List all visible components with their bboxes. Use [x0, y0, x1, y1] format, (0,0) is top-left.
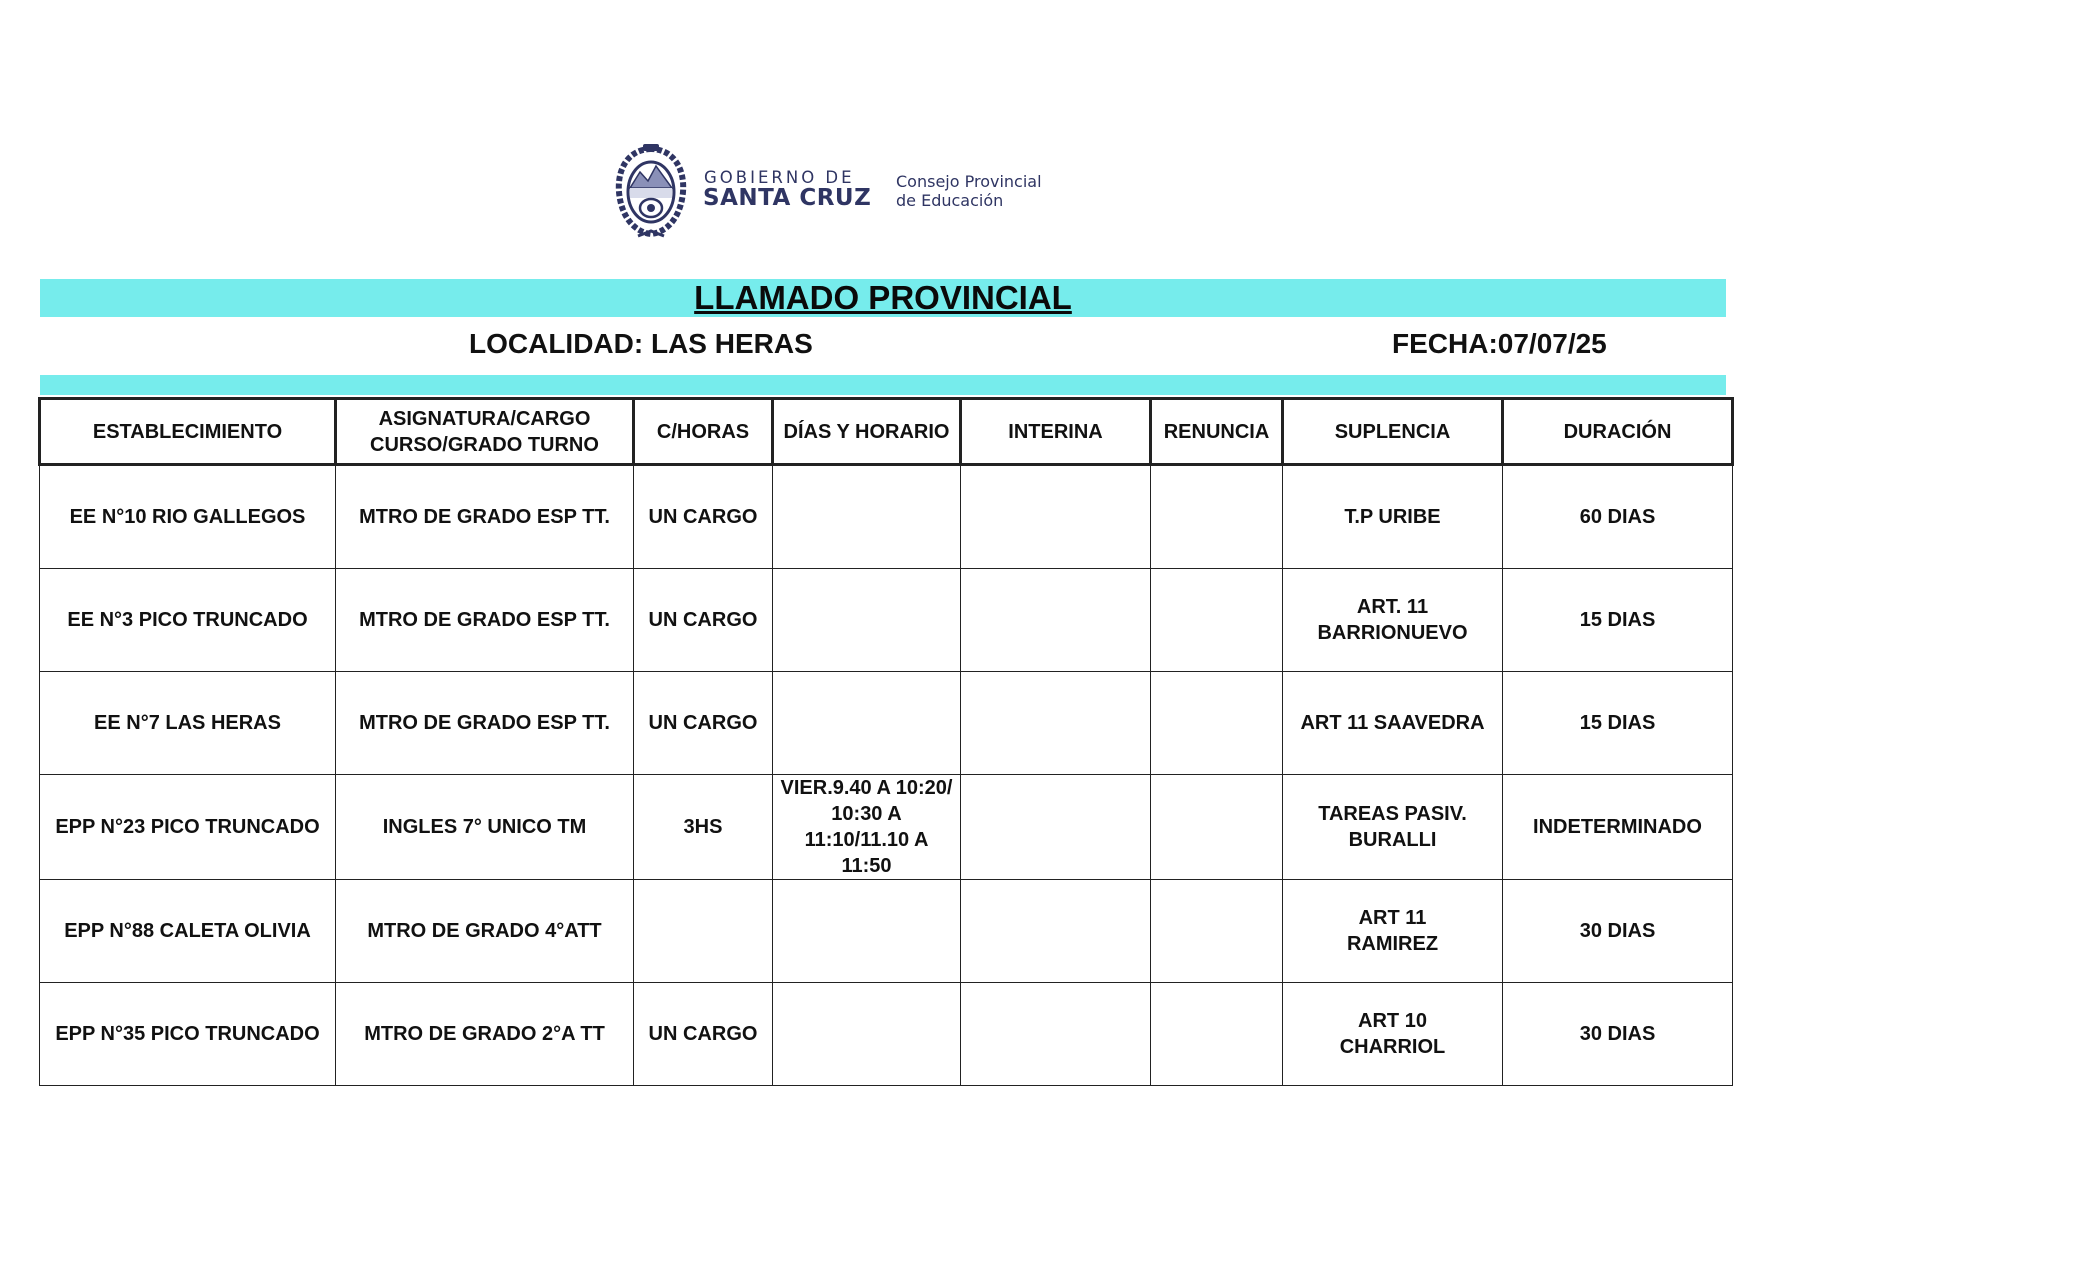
table-header-row — [40, 399, 1733, 465]
cell-renuncia — [1151, 775, 1283, 880]
cell-text: TAREAS PASIV. — [1318, 803, 1467, 825]
cell-text: EE N°7 LAS HERAS — [94, 712, 281, 734]
header-renuncia — [1151, 399, 1283, 465]
cell-dias-horario — [773, 775, 961, 880]
header-interina — [961, 399, 1151, 465]
cell-c-horas — [634, 569, 773, 672]
cell-text: 11:50 — [841, 855, 892, 877]
cell-text: CHARRIOL — [1339, 1036, 1446, 1058]
santa-cruz-coat-of-arms-icon — [612, 144, 690, 240]
cell-text: T.P URIBE — [1344, 506, 1441, 528]
cell-text: MTRO DE GRADO 2°A TT — [364, 1023, 605, 1045]
cell-text: INDETERMINADO — [1533, 816, 1702, 838]
cell-text: EE N°3 PICO TRUNCADO — [67, 609, 308, 631]
logo-de-educacion: de Educación — [896, 191, 1004, 210]
cell-renuncia — [1151, 569, 1283, 672]
cell-c-horas — [634, 672, 773, 775]
cell-asignatura — [336, 465, 634, 569]
cell-asignatura — [336, 880, 634, 983]
header-label: RENUNCIA — [1163, 420, 1270, 443]
cell-interina — [961, 775, 1151, 880]
table-row — [40, 775, 1733, 880]
cell-text: UN CARGO — [648, 506, 758, 528]
logo-santa-cruz: SANTA CRUZ — [703, 185, 872, 211]
cell-text: EPP N°88 CALETA OLIVIA — [64, 920, 311, 942]
cell-text: EPP N°23 PICO TRUNCADO — [55, 816, 320, 838]
cell-text: BURALLI — [1348, 829, 1437, 851]
cell-text: EE N°10 RIO GALLEGOS — [69, 506, 306, 528]
cell-text: MTRO DE GRADO ESP TT. — [359, 712, 610, 734]
cell-text: 15 DIAS — [1579, 712, 1656, 734]
cell-dias-horario — [773, 465, 961, 569]
cell-interina — [961, 672, 1151, 775]
cell-renuncia — [1151, 880, 1283, 983]
cell-suplencia — [1283, 672, 1503, 775]
table-row — [40, 465, 1733, 569]
header-label: DURACIÓN — [1563, 420, 1672, 443]
cell-c-horas — [634, 775, 773, 880]
cell-dias-horario — [773, 672, 961, 775]
cell-suplencia — [1283, 880, 1503, 983]
cell-establecimiento — [40, 775, 336, 880]
header-label: ESTABLECIMIENTO — [92, 420, 283, 443]
cell-text: 30 DIAS — [1579, 920, 1656, 942]
cell-renuncia — [1151, 983, 1283, 1086]
header-asignatura — [336, 399, 634, 465]
cell-suplencia — [1283, 465, 1503, 569]
header-label: C/HORAS — [656, 420, 750, 443]
separator-band — [40, 375, 1726, 395]
cell-duracion — [1503, 569, 1733, 672]
cell-text: ART. 11 — [1356, 596, 1429, 618]
cell-suplencia — [1283, 569, 1503, 672]
header-dias-horario — [773, 399, 961, 465]
cell-text: 11:10/11.10 A — [804, 829, 929, 851]
cell-interina — [961, 983, 1151, 1086]
cell-dias-horario — [773, 569, 961, 672]
cell-asignatura — [336, 569, 634, 672]
cell-c-horas — [634, 983, 773, 1086]
cell-suplencia — [1283, 775, 1503, 880]
header-duracion — [1503, 399, 1733, 465]
table-row — [40, 880, 1733, 983]
cell-duracion — [1503, 880, 1733, 983]
header-label: DÍAS Y HORARIO — [783, 420, 950, 443]
cell-duracion — [1503, 465, 1733, 569]
cell-text: UN CARGO — [648, 609, 758, 631]
localidad-label: LOCALIDAD: LAS HERAS — [469, 328, 813, 359]
cell-asignatura — [336, 775, 634, 880]
cell-text: EPP N°35 PICO TRUNCADO — [55, 1023, 320, 1045]
cell-text: UN CARGO — [648, 1023, 758, 1045]
cell-establecimiento — [40, 880, 336, 983]
cell-renuncia — [1151, 672, 1283, 775]
page-title: LLAMADO PROVINCIAL — [694, 279, 1072, 316]
cell-text: 60 DIAS — [1579, 506, 1656, 528]
fecha-label: FECHA:07/07/25 — [1392, 328, 1607, 359]
cell-text: 3HS — [683, 816, 723, 838]
cell-text: MTRO DE GRADO ESP TT. — [359, 609, 610, 631]
cell-establecimiento — [40, 672, 336, 775]
cell-suplencia — [1283, 983, 1503, 1086]
cell-interina — [961, 465, 1151, 569]
logo — [612, 144, 1062, 240]
cell-text: RAMIREZ — [1346, 933, 1439, 955]
cell-text: 15 DIAS — [1579, 609, 1656, 631]
cell-text: MTRO DE GRADO 4°ATT — [367, 920, 602, 942]
cell-establecimiento — [40, 465, 336, 569]
cell-c-horas — [634, 465, 773, 569]
cell-duracion — [1503, 983, 1733, 1086]
cell-text: UN CARGO — [648, 712, 758, 734]
cell-text: INGLES 7° UNICO TM — [382, 816, 587, 838]
logo-consejo-provincial: Consejo Provincial — [896, 172, 1042, 191]
vacancies-table — [38, 397, 1734, 1086]
header-label: ASIGNATURA/CARGO — [378, 407, 591, 430]
cell-text: BARRIONUEVO — [1317, 622, 1468, 644]
cell-text: ART 11 — [1358, 907, 1427, 929]
cell-duracion — [1503, 775, 1733, 880]
cell-interina — [961, 880, 1151, 983]
cell-text: ART 11 SAAVEDRA — [1300, 712, 1485, 734]
header-establecimiento — [40, 399, 336, 465]
cell-asignatura — [336, 983, 634, 1086]
header-label: INTERINA — [1008, 420, 1103, 443]
header-c-horas — [634, 399, 773, 465]
table-row — [40, 672, 1733, 775]
cell-c-horas — [634, 880, 773, 983]
cell-establecimiento — [40, 983, 336, 1086]
cell-text: ART 10 — [1358, 1010, 1427, 1032]
cell-establecimiento — [40, 569, 336, 672]
cell-text: MTRO DE GRADO ESP TT. — [359, 506, 610, 528]
header-label: CURSO/GRADO TURNO — [370, 433, 599, 456]
header-label: SUPLENCIA — [1334, 420, 1451, 443]
logo-gobierno-de: GOBIERNO DE — [704, 168, 855, 187]
table-body — [40, 465, 1733, 1086]
header-suplencia — [1283, 399, 1503, 465]
cell-text: 10:30 A — [831, 803, 902, 825]
table-row — [40, 569, 1733, 672]
cell-interina — [961, 569, 1151, 672]
cell-dias-horario — [773, 880, 961, 983]
cell-renuncia — [1151, 465, 1283, 569]
table-row — [40, 983, 1733, 1086]
cell-duracion — [1503, 672, 1733, 775]
cell-text: VIER.9.40 A 10:20/ — [780, 777, 953, 799]
table-header — [40, 399, 1733, 465]
cell-asignatura — [336, 672, 634, 775]
cell-dias-horario — [773, 983, 961, 1086]
cell-text: 30 DIAS — [1579, 1023, 1656, 1045]
